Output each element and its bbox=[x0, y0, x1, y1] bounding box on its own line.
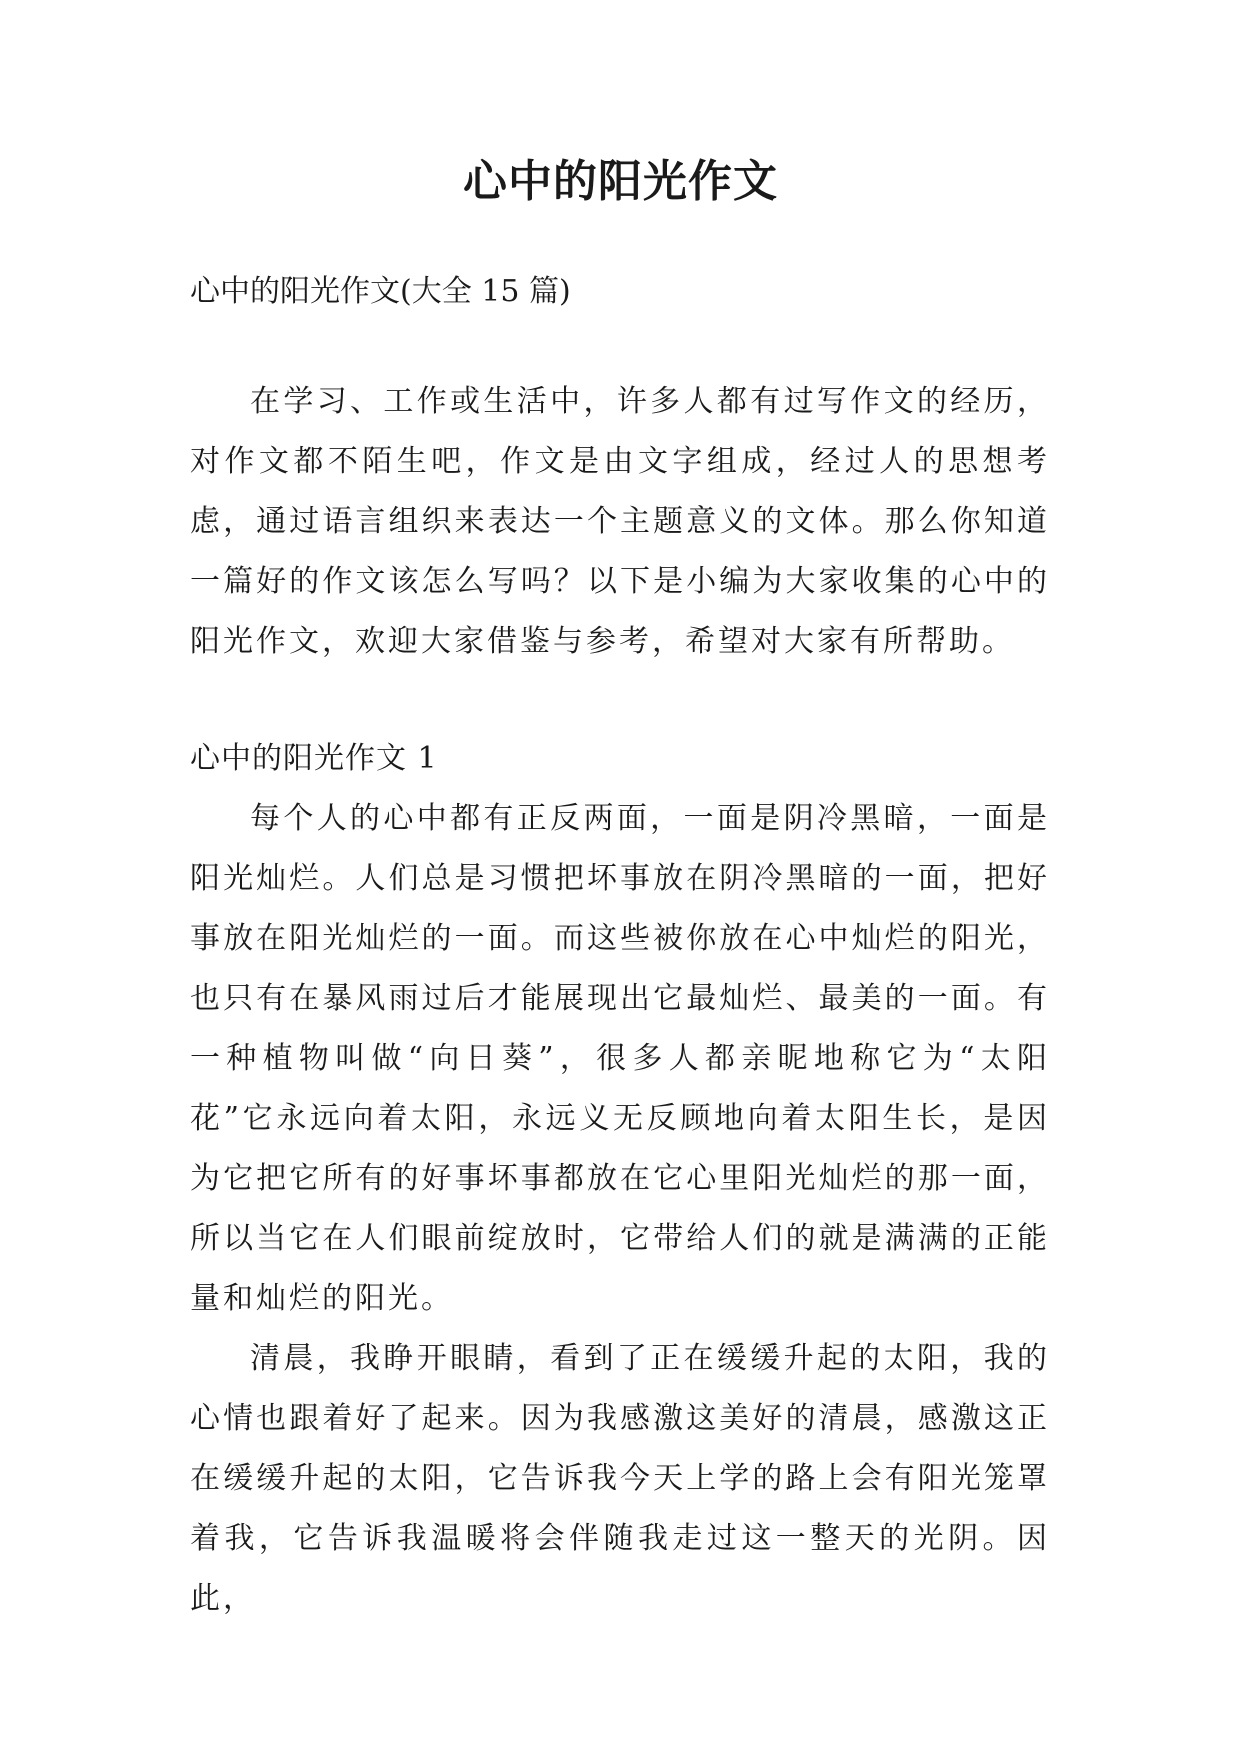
document-body bbox=[190, 262, 1050, 1629]
document-title: 心中的阳光作文 bbox=[463, 156, 778, 207]
spacer bbox=[190, 322, 1050, 372]
section-heading: 心中的阳光作文 1 bbox=[190, 741, 438, 776]
spacer bbox=[190, 672, 1050, 729]
intro-paragraph: 在学习、工作或生活中，许多人都有过写作文的经历，对作文都不陌生吧，作文是由文字组成，经过人的思想考虑，通过语言组织来表达一个主题意义的文体。那么你知道一篇好的作文该怎么写吗？以下是小编为大家收集的心中的阳光作文，欢迎大家借鉴与参考，希望对大家有所帮助。 bbox=[190, 384, 1050, 659]
document-subtitle: 心中的阳光作文(大全 15 篇) bbox=[190, 274, 571, 309]
body-paragraph: 每个人的心中都有正反两面，一面是阴冷黑暗，一面是阳光灿烂。人们总是习惯把坏事放在阴冷黑暗的一面，把好事放在阳光灿烂的一面。而这些被你放在心中灿烂的阳光，也只有在暴风雨过后才能展现出它最灿烂、最美的一面。有一种植物叫做“向日葵”，很多人都亲昵地称它为“太阳花”它永远向着太阳，永远义无反顾地向着太阳生长，是因为它把它所有的好事坏事都放在它心里阳光灿烂的那一面，所以当它在人们眼前绽放时，它带给人们的就是满满的正能量和灿烂的阳光。 bbox=[190, 801, 1050, 1316]
body-paragraph: 清晨，我睁开眼睛，看到了正在缓缓升起的太阳，我的心情也跟着好了起来。因为我感激这美好的清晨，感激这正在缓缓升起的太阳，它告诉我今天上学的路上会有阳光笼罩着我，它告诉我温暖将会伴随我走过这一整天的光阴。因此， bbox=[190, 1341, 1050, 1616]
